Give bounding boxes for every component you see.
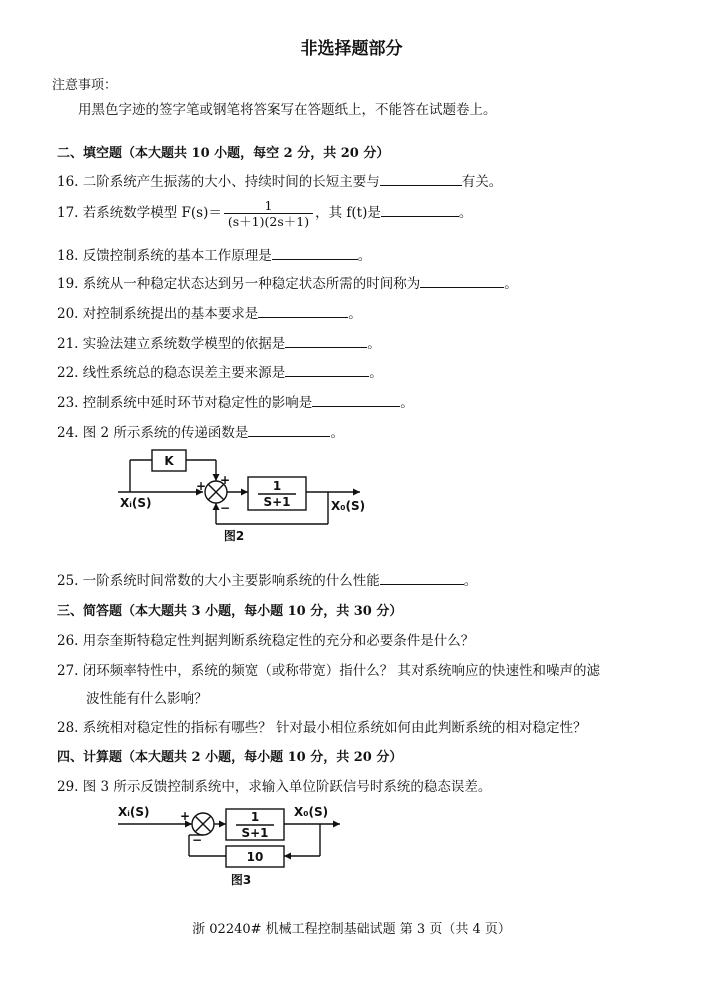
- fig2-sign-feedback: −: [220, 501, 231, 515]
- fraction-numerator: 1: [224, 198, 313, 214]
- question-27: 27. 闭环频率特性中，系统的频宽（或称带宽）指什么？ 其对系统响应的快速性和噪声的滤: [57, 663, 601, 679]
- notice-heading: 注意事项：: [52, 78, 118, 93]
- question-21-end: 。: [367, 336, 381, 352]
- fig2-sign-input: +: [196, 479, 207, 493]
- fig3-input-label: Xᵢ(S): [118, 805, 150, 819]
- question-17-text: 17. 若系统数学模型 F(s)＝: [57, 205, 222, 221]
- question-20-text: 20. 对控制系统提出的基本要求是: [57, 306, 259, 322]
- fig2-sign-k: +: [220, 473, 231, 487]
- answer-blank-25[interactable]: [380, 571, 464, 585]
- fig3-sign-input: +: [180, 809, 191, 823]
- answer-blank-24[interactable]: [248, 423, 330, 437]
- fig2-caption: 图2: [223, 529, 245, 543]
- question-24-text: 24. 图 2 所示系统的传递函数是: [57, 425, 249, 441]
- question-18: [57, 244, 371, 264]
- question-22-end: 。: [369, 365, 383, 381]
- fig2-forward-arrow: [241, 489, 248, 496]
- question-24-end: 。: [330, 425, 344, 441]
- question-23: [57, 391, 414, 411]
- question-21: [57, 332, 381, 352]
- question-19: [57, 272, 518, 292]
- section-calculation: 四、计算题（本大题共 2 小题，每小题 10 分，共 20 分）: [57, 750, 403, 765]
- question-16-text: 16. 二阶系统产生振荡的大小、持续时间的长短主要与: [57, 174, 380, 190]
- question-28: 28. 系统相对稳定性的指标有哪些？ 针对最小相位系统如何由此判断系统的相对稳定性？: [57, 720, 587, 736]
- notice-body: 用黑色字迹的签字笔或钢笔将答案写在答题纸上，不能答在试题卷上。: [78, 102, 497, 118]
- question-16-end: 有关。: [461, 174, 503, 190]
- question-17-end: 。: [458, 205, 473, 221]
- transfer-function-fraction: [224, 198, 313, 229]
- answer-blank-18[interactable]: [272, 246, 358, 260]
- fraction-denominator: (s＋1)(2s＋1): [227, 214, 310, 229]
- answer-blank-16[interactable]: [380, 172, 462, 186]
- fig3-caption: 图3: [230, 873, 252, 887]
- figure-3-block-diagram: [0, 798, 703, 898]
- question-17: [57, 198, 472, 229]
- question-29: 29. 图 3 所示反馈控制系统中，求输入单位阶跃信号时系统的稳态误差。: [57, 779, 492, 795]
- page-footer: 浙 02240# 机械工程控制基础试题 第 3 页（共 4 页）: [192, 922, 511, 937]
- question-21-text: 21. 实验法建立系统数学模型的依据是: [57, 336, 286, 352]
- fig3-feedback-gain: 10: [246, 850, 264, 864]
- question-25-end: 。: [463, 573, 478, 589]
- question-18-text: 18. 反馈控制系统的基本工作原理是: [57, 248, 272, 264]
- question-23-end: 。: [400, 395, 414, 411]
- question-22-text: 22. 线性系统总的稳态误差主要来源是: [57, 365, 286, 381]
- fig3-sign-feedback: −: [192, 833, 203, 847]
- fig2-k-arrow: [213, 474, 220, 481]
- answer-blank-21[interactable]: [285, 334, 367, 348]
- fig3-feedback-arrow: [284, 853, 291, 860]
- question-19-end: 。: [504, 276, 518, 292]
- question-20-end: 。: [348, 306, 362, 322]
- section-short-answer: 三、简答题（本大题共 3 小题，每小题 10 分，共 30 分）: [57, 604, 403, 619]
- fig2-output-arrow: [353, 489, 360, 496]
- fig2-output-label: X₀(S): [331, 499, 366, 513]
- question-16: [57, 170, 502, 190]
- question-22: [57, 361, 383, 381]
- fig3-output-arrow: [333, 821, 340, 828]
- answer-blank-23[interactable]: [312, 393, 400, 407]
- answer-blank-20[interactable]: [258, 304, 348, 318]
- question-19-text: 19. 系统从一种稳定状态达到另一种稳定状态所需的时间称为: [57, 276, 421, 292]
- fig2-tf-denominator: S+1: [263, 495, 291, 509]
- question-23-text: 23. 控制系统中延时环节对稳定性的影响是: [57, 395, 313, 411]
- fig3-tf-numerator: 1: [250, 810, 260, 824]
- fig2-feedback-arrow: [213, 503, 220, 510]
- answer-blank-19[interactable]: [420, 274, 504, 288]
- page-title: 非选择题部分: [300, 39, 403, 59]
- fig3-tf-denominator: S+1: [241, 826, 269, 840]
- figure-2-block-diagram: [0, 440, 703, 550]
- fig3-forward-arrow: [219, 821, 226, 828]
- section-fill-in: 二、填空题（本大题共 10 小题，每空 2 分，共 20 分）: [57, 146, 390, 161]
- question-24: [57, 421, 344, 441]
- fig2-input-label: Xᵢ(S): [120, 496, 152, 510]
- question-17-mid: ，其 f(t)是: [315, 205, 381, 221]
- question-25-text: 25. 一阶系统时间常数的大小主要影响系统的什么性能: [57, 573, 380, 589]
- fig2-tf-numerator: 1: [272, 479, 282, 493]
- question-27-continued: 波性能有什么影响？: [86, 691, 208, 707]
- question-18-end: 。: [357, 248, 372, 264]
- question-25: [57, 569, 477, 589]
- answer-blank-22[interactable]: [285, 363, 369, 377]
- fig3-output-label: X₀(S): [294, 805, 329, 819]
- question-26: 26. 用奈奎斯特稳定性判据判断系统稳定性的充分和必要条件是什么？: [57, 633, 475, 649]
- fig2-gain-label: K: [164, 454, 174, 468]
- answer-blank-17[interactable]: [381, 203, 459, 217]
- question-20: [57, 302, 362, 322]
